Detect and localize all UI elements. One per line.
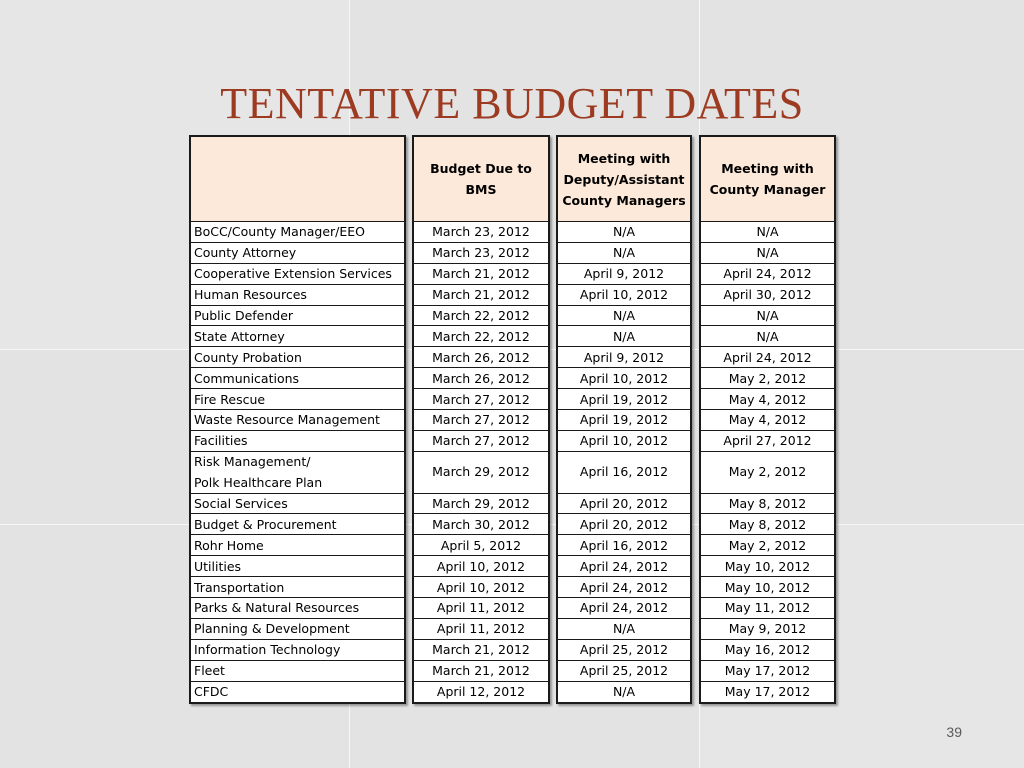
row-label: Parks & Natural Resources	[191, 597, 404, 618]
table-cell: May 17, 2012	[701, 660, 834, 681]
table-cell: March 22, 2012	[414, 325, 548, 346]
table-cell: May 2, 2012	[701, 451, 834, 493]
table-cell: April 19, 2012	[558, 409, 690, 430]
table-cell: April 10, 2012	[558, 430, 690, 451]
column-header: Budget Due to BMS	[414, 137, 548, 221]
table-cell: April 10, 2012	[558, 284, 690, 305]
table-cell: March 29, 2012	[414, 451, 548, 493]
row-label: Communications	[191, 367, 404, 388]
row-label: BoCC/County Manager/EEO	[191, 221, 404, 242]
table-cell: March 27, 2012	[414, 409, 548, 430]
row-label: Rohr Home	[191, 534, 404, 555]
table-cell: April 10, 2012	[414, 555, 548, 576]
table-cell: March 30, 2012	[414, 513, 548, 534]
table-cell: April 20, 2012	[558, 493, 690, 514]
table-cell: April 20, 2012	[558, 513, 690, 534]
row-label: Transportation	[191, 576, 404, 597]
page-number: 39	[946, 724, 962, 740]
table-cell: April 24, 2012	[558, 597, 690, 618]
table-cell: May 4, 2012	[701, 409, 834, 430]
table-cell: April 12, 2012	[414, 681, 548, 702]
row-label: Cooperative Extension Services	[191, 263, 404, 284]
table-cell: March 21, 2012	[414, 263, 548, 284]
column-header: Meeting with County Manager	[701, 137, 834, 221]
column-header	[191, 137, 404, 221]
table-cell: May 10, 2012	[701, 576, 834, 597]
table-cell: March 21, 2012	[414, 660, 548, 681]
row-label: Fleet	[191, 660, 404, 681]
table-column-budget-due	[412, 135, 550, 704]
row-label: Social Services	[191, 493, 404, 514]
slide-title: TENTATIVE BUDGET DATES	[220, 79, 804, 128]
table-cell: N/A	[558, 242, 690, 263]
row-label: Facilities	[191, 430, 404, 451]
table-cell: N/A	[558, 305, 690, 326]
table-cell: N/A	[558, 221, 690, 242]
table-cell: April 11, 2012	[414, 597, 548, 618]
table-cell: April 10, 2012	[414, 576, 548, 597]
table-column-deputy-meeting	[556, 135, 692, 704]
table-cell: March 21, 2012	[414, 284, 548, 305]
table-cell: May 17, 2012	[701, 681, 834, 702]
row-label: County Probation	[191, 346, 404, 367]
table-cell: March 22, 2012	[414, 305, 548, 326]
row-label: Risk Management/ Polk Healthcare Plan	[191, 451, 404, 493]
table-column-manager-meeting	[699, 135, 836, 704]
table-cell: April 5, 2012	[414, 534, 548, 555]
row-label: Public Defender	[191, 305, 404, 326]
row-label: Information Technology	[191, 639, 404, 660]
table-cell: May 8, 2012	[701, 513, 834, 534]
table-cell: April 24, 2012	[701, 346, 834, 367]
table-cell: May 2, 2012	[701, 534, 834, 555]
table-cell: May 9, 2012	[701, 618, 834, 639]
table-cell: N/A	[701, 305, 834, 326]
table-cell: March 21, 2012	[414, 639, 548, 660]
row-label: CFDC	[191, 681, 404, 702]
table-cell: March 23, 2012	[414, 242, 548, 263]
table-cell: April 10, 2012	[558, 367, 690, 388]
table-cell: May 11, 2012	[701, 597, 834, 618]
table-cell: N/A	[558, 681, 690, 702]
table-cell: N/A	[701, 325, 834, 346]
table-cell: April 30, 2012	[701, 284, 834, 305]
table-column-department	[189, 135, 406, 704]
table-cell: N/A	[701, 242, 834, 263]
table-cell: April 24, 2012	[558, 555, 690, 576]
table-cell: March 29, 2012	[414, 493, 548, 514]
row-label: Utilities	[191, 555, 404, 576]
table-cell: April 9, 2012	[558, 263, 690, 284]
row-label: Waste Resource Management	[191, 409, 404, 430]
table-cell: April 19, 2012	[558, 388, 690, 409]
table-cell: May 10, 2012	[701, 555, 834, 576]
table-cell: April 24, 2012	[558, 576, 690, 597]
table-cell: March 27, 2012	[414, 430, 548, 451]
table-cell: April 25, 2012	[558, 660, 690, 681]
table-cell: May 4, 2012	[701, 388, 834, 409]
row-label: Human Resources	[191, 284, 404, 305]
table-cell: May 8, 2012	[701, 493, 834, 514]
table-cell: April 16, 2012	[558, 534, 690, 555]
table-cell: March 23, 2012	[414, 221, 548, 242]
table-cell: March 26, 2012	[414, 346, 548, 367]
row-label: Fire Rescue	[191, 388, 404, 409]
table-cell: N/A	[701, 221, 834, 242]
row-label: Budget & Procurement	[191, 513, 404, 534]
row-label: Planning & Development	[191, 618, 404, 639]
table-cell: April 24, 2012	[701, 263, 834, 284]
row-label: County Attorney	[191, 242, 404, 263]
table-cell: April 9, 2012	[558, 346, 690, 367]
table-cell: N/A	[558, 325, 690, 346]
table-cell: N/A	[558, 618, 690, 639]
table-cell: March 27, 2012	[414, 388, 548, 409]
row-label: State Attorney	[191, 325, 404, 346]
column-header: Meeting with Deputy/Assistant County Managers	[558, 137, 690, 221]
table-cell: April 16, 2012	[558, 451, 690, 493]
table-cell: May 16, 2012	[701, 639, 834, 660]
table-cell: April 27, 2012	[701, 430, 834, 451]
table-cell: April 25, 2012	[558, 639, 690, 660]
table-cell: April 11, 2012	[414, 618, 548, 639]
table-cell: March 26, 2012	[414, 367, 548, 388]
table-cell: May 2, 2012	[701, 367, 834, 388]
